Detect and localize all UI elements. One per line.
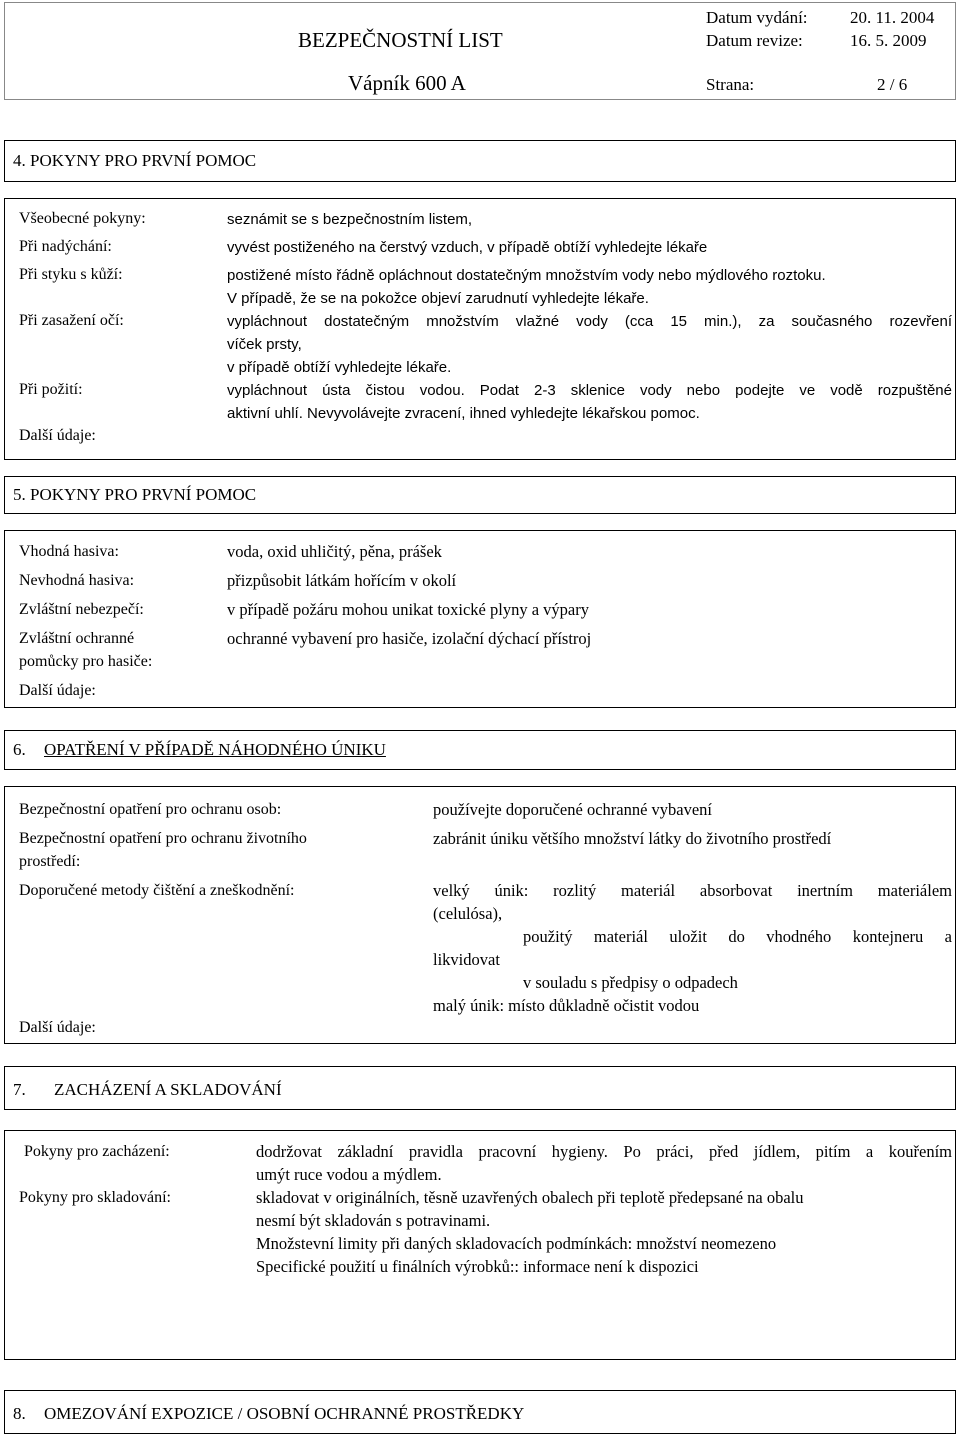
skin-text-1: postižené místo řádně opláchnout dostatečným množstvím vody nebo mýdlového roztoku. (227, 267, 826, 284)
environment-protection: zabránit úniku většího množství látky do životního prostředí (433, 829, 832, 848)
ingestion-text-2: aktivní uhlí. Nevyvolávejte zvracení, ihned vyhledejte lékařskou pomoc. (227, 405, 700, 422)
label-environment-2: prostředí: (19, 853, 81, 870)
eyes-text-2: víček prsty, (227, 336, 302, 353)
label-suitable-extinguishers: Vhodná hasiva: (19, 543, 119, 560)
section-7-title: ZACHÁZENÍ A SKLADOVÁNÍ (54, 1080, 282, 1099)
section-5-body-box (4, 530, 956, 708)
label-skin: Při styku s kůží: (19, 266, 123, 283)
cleanup-line-1: velký únik: rozlitý materiál absorbovat inertním materiálem (433, 881, 952, 900)
cleanup-line-5: v souladu s předpisy o odpadech (523, 973, 738, 992)
personal-protection: používejte doporučené ochranné vybavení (433, 800, 713, 819)
cleanup-line-6: malý únik: místo důkladně očistit vodou (433, 996, 700, 1015)
page-label: Strana: (706, 75, 755, 94)
cleanup-line-4: likvidovat (433, 950, 500, 969)
doc-title: BEZPEČNOSTNÍ LIST (298, 28, 503, 52)
section-6-title: OPATŘENÍ V PŘÍPADĚ NÁHODNÉHO ÚNIKU (44, 740, 386, 759)
unsuitable-extinguishers: přizpůsobit látkám hořícím v okolí (227, 571, 457, 590)
revision-date: 16. 5. 2009 (850, 31, 927, 50)
label-other-6: Další údaje: (19, 1019, 96, 1036)
page-number: 2 / 6 (877, 75, 908, 94)
storage-line-2: nesmí být skladován s potravinami. (256, 1211, 491, 1230)
label-special-hazards: Zvláštní nebezpečí: (19, 601, 144, 618)
eyes-text-3: v případě obtíží vyhledejte lékaře. (227, 359, 452, 376)
label-unsuitable-extinguishers: Nevhodná hasiva: (19, 572, 135, 589)
revision-date-label: Datum revize: (706, 31, 803, 50)
label-protective-equipment-2: pomůcky pro hasiče: (19, 653, 153, 670)
label-other-5: Další údaje: (19, 682, 96, 699)
label-cleanup: Doporučené metody čištění a zneškodnění: (19, 882, 295, 899)
label-environment-1: Bezpečnostní opatření pro ochranu životního (19, 830, 307, 847)
skin-text-2: V případě, že se na pokožce objeví zarudnutí vyhledejte lékaře. (227, 290, 649, 307)
label-protective-equipment-1: Zvláštní ochranné (19, 630, 135, 647)
special-hazards: v případě požáru mohou unikat toxické plyny a výpary (227, 600, 589, 619)
general-text: seznámit se s bezpečnostním listem, (227, 211, 473, 228)
label-personal-protection: Bezpečnostní opatření pro ochranu osob: (19, 801, 282, 818)
section-5-title: 5. POKYNY PRO PRVNÍ POMOC (13, 485, 257, 504)
section-6-number: 6. (13, 740, 26, 759)
suitable-extinguishers: voda, oxid uhličitý, pěna, prášek (227, 542, 442, 561)
storage-line-1: skladovat v originálních, těsně uzavřených obalech při teplotě předepsané na obalu (256, 1188, 804, 1207)
section-8-number: 8. (13, 1404, 26, 1423)
handling-line-2: umýt ruce vodou a mýdlem. (256, 1165, 442, 1184)
issue-date: 20. 11. 2004 (850, 8, 935, 27)
cleanup-line-2: (celulósa), (433, 904, 503, 923)
section-7-number: 7. (13, 1080, 26, 1099)
cleanup-line-3: použitý materiál uložit do vhodného kontejneru a (523, 927, 952, 946)
product-name: Vápník 600 A (348, 71, 466, 95)
label-handling: Pokyny pro zacházení: (24, 1143, 170, 1160)
ingestion-text-1: vypláchnout ústa čistou vodou. Podat 2-3 sklenice vody nebo podejte ve vodě rozpuštěné (227, 382, 952, 399)
handling-line-1: dodržovat základní pravidla pracovní hygieny. Po práci, před jídlem, pitím a kouřením (256, 1142, 952, 1161)
issue-date-label: Datum vydání: (706, 8, 808, 27)
eyes-text-1: vypláchnout dostatečným množstvím vlažné vody (cca 15 min.), za současného rozevření (227, 313, 952, 330)
label-other: Další údaje: (19, 427, 96, 444)
section-4-title: 4. POKYNY PRO PRVNÍ POMOC (13, 151, 257, 170)
storage-line-3: Množstevní limity při daných skladovacích podmínkách: množství neomezeno (256, 1234, 777, 1253)
label-general: Všeobecné pokyny: (19, 210, 146, 227)
section-8-title: OMEZOVÁNÍ EXPOZICE / OSOBNÍ OCHRANNÉ PROSTŘEDKY (44, 1404, 525, 1423)
label-ingestion: Při požití: (19, 381, 83, 398)
label-storage: Pokyny pro skladování: (19, 1189, 171, 1206)
label-inhalation: Při nadýchání: (19, 238, 112, 255)
inhalation-text: vyvést postiženého na čerstvý vzduch, v případě obtíží vyhledejte lékaře (227, 239, 708, 256)
protective-equipment: ochranné vybavení pro hasiče, izolační dýchací přístroj (227, 629, 592, 648)
label-eyes: Při zasažení očí: (19, 312, 124, 329)
storage-line-4: Specifické použití u finálních výrobků:: informace není k dispozici (256, 1257, 699, 1276)
